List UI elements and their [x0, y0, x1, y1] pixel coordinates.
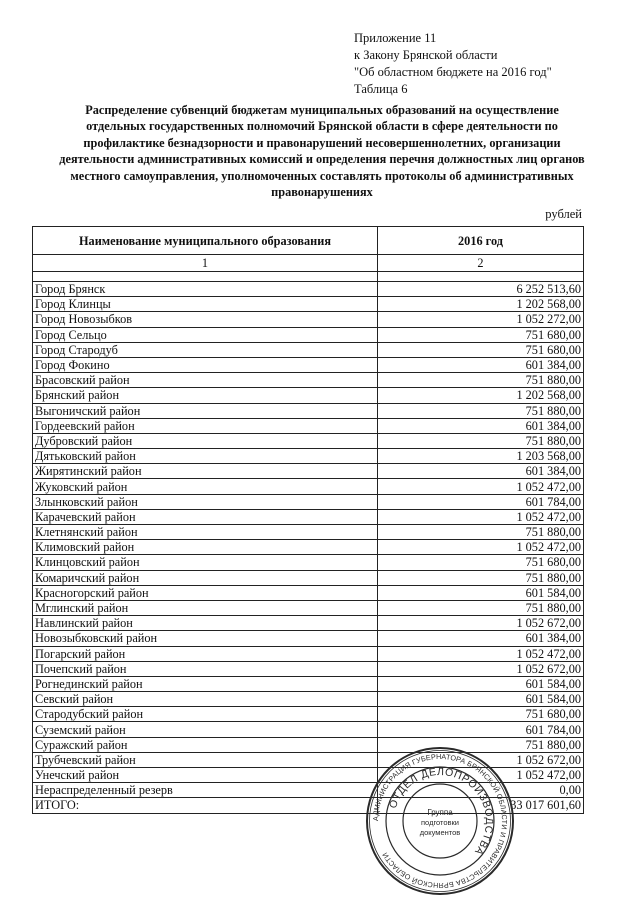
municipality-name: Жирятинский район	[33, 464, 378, 479]
municipality-name: Город Фокино	[33, 357, 378, 372]
table-row	[33, 570, 584, 585]
svg-text:АДМИНИСТРАЦИЯ ГУБЕРНАТОРА БРЯН: АДМИНИСТРАЦИЯ ГУБЕРНАТОРА БРЯНСКОЙ ОБЛАСТИ И ПРАВИТЕЛЬСТВА БРЯНСКОЙ ОБЛАСТИ	[370, 751, 510, 891]
municipality-name: Город Стародуб	[33, 342, 378, 357]
subvention-amount: 1 052 472,00	[378, 479, 584, 494]
municipality-name: Унечский район	[33, 768, 378, 783]
table-row	[33, 464, 584, 479]
subvention-amount: 1 202 568,00	[378, 388, 584, 403]
municipality-name: Погарский район	[33, 646, 378, 661]
subvention-amount: 751 880,00	[378, 433, 584, 448]
municipality-name: Трубчевский район	[33, 752, 378, 767]
table-row	[33, 616, 584, 631]
table-row	[33, 707, 584, 722]
municipality-name: Брасовский район	[33, 373, 378, 388]
subvention-amount: 751 880,00	[378, 600, 584, 615]
municipality-name: Жуковский район	[33, 479, 378, 494]
appendix-header	[354, 30, 552, 98]
municipality-name: Город Клинцы	[33, 297, 378, 312]
table-row	[33, 479, 584, 494]
municipality-name: Почепский район	[33, 661, 378, 676]
subvention-amount: 0,00	[378, 783, 584, 798]
subvention-amount: 1 052 472,00	[378, 768, 584, 783]
table-row	[33, 525, 584, 540]
municipality-name: Климовский район	[33, 540, 378, 555]
stamp-seal-graphic	[364, 745, 516, 897]
appendix-number: Приложение 11	[354, 31, 437, 45]
municipality-name: Гордеевский район	[33, 418, 378, 433]
municipality-name: Город Сельцо	[33, 327, 378, 342]
municipality-name: Выгоничский район	[33, 403, 378, 418]
header-year: 2016 год	[378, 227, 584, 255]
subvention-amount: 1 202 568,00	[378, 297, 584, 312]
subvention-amount: 1 052 472,00	[378, 540, 584, 555]
table-row	[33, 600, 584, 615]
subvention-amount: 601 584,00	[378, 676, 584, 691]
municipality-name: Красногорский район	[33, 585, 378, 600]
table-row	[33, 357, 584, 372]
table-row	[33, 676, 584, 691]
subvention-amount: 751 680,00	[378, 327, 584, 342]
table-row	[33, 403, 584, 418]
municipality-name: Карачевский район	[33, 509, 378, 524]
municipality-name: Клинцовский район	[33, 555, 378, 570]
column-number-2: 2	[378, 255, 584, 272]
municipality-name: Севский район	[33, 692, 378, 707]
table-row	[33, 646, 584, 661]
title-line: профилактике безнадзорности и правонарушений несовершеннолетних, организации	[83, 135, 561, 150]
table-header-row	[33, 227, 584, 255]
svg-text:документов: документов	[419, 828, 461, 837]
table-row	[33, 494, 584, 509]
table-row	[33, 555, 584, 570]
municipality-name: Нераспределенный резерв	[33, 783, 378, 798]
subvention-amount: 601 784,00	[378, 494, 584, 509]
subvention-amount: 1 052 472,00	[378, 509, 584, 524]
appendix-law: к Закону Брянской области	[354, 48, 498, 62]
header-name: Наименование муниципального образования	[33, 227, 378, 255]
subvention-table	[32, 226, 584, 814]
table-row	[33, 509, 584, 524]
subvention-amount: 601 584,00	[378, 585, 584, 600]
subvention-amount: 601 384,00	[378, 357, 584, 372]
subvention-amount: 751 680,00	[378, 555, 584, 570]
municipality-name: Суземский район	[33, 722, 378, 737]
subvention-amount: 751 880,00	[378, 373, 584, 388]
municipality-name: Брянский район	[33, 388, 378, 403]
municipality-name: Мглинский район	[33, 600, 378, 615]
appendix-law-title: "Об областном бюджете на 2016 год"	[354, 65, 552, 79]
subvention-amount: 6 252 513,60	[378, 282, 584, 297]
title-line: отдельных государственных полномочий Брянской области в сфере деятельности по	[86, 119, 558, 134]
municipality-name: Клетнянский район	[33, 525, 378, 540]
municipality-name: Дятьковский район	[33, 449, 378, 464]
table-row	[33, 449, 584, 464]
subvention-amount: 1 052 672,00	[378, 661, 584, 676]
subvention-amount: 601 384,00	[378, 464, 584, 479]
table-row	[33, 722, 584, 737]
table-number: Таблица 6	[354, 82, 408, 96]
table-row	[33, 540, 584, 555]
municipality-name: ИТОГО:	[33, 798, 378, 813]
subvention-amount: 601 584,00	[378, 692, 584, 707]
subvention-amount: 601 384,00	[378, 631, 584, 646]
municipality-name: Город Новозыбков	[33, 312, 378, 327]
municipality-name: Дубровский район	[33, 433, 378, 448]
subvention-amount: 751 880,00	[378, 403, 584, 418]
subvention-amount: 751 880,00	[378, 525, 584, 540]
table-row	[33, 661, 584, 676]
subvention-amount: 33 017 601,60	[378, 798, 584, 813]
subvention-amount: 1 203 568,00	[378, 449, 584, 464]
title-line: Распределение субвенций бюджетам муниципальных образований на осуществление	[85, 103, 559, 117]
subvention-amount: 601 784,00	[378, 722, 584, 737]
municipality-name: Навлинский район	[33, 616, 378, 631]
municipality-name: Новозыбковский район	[33, 631, 378, 646]
subvention-amount: 1 052 272,00	[378, 312, 584, 327]
column-number-row	[33, 255, 584, 272]
table-row	[33, 312, 584, 327]
table-row	[33, 282, 584, 297]
title-line: местного самоуправления, уполномоченных составлять протоколы об административных	[70, 168, 574, 183]
table-row	[33, 433, 584, 448]
subvention-amount: 751 680,00	[378, 342, 584, 357]
municipality-name: Город Брянск	[33, 282, 378, 297]
table-row	[33, 373, 584, 388]
spacer-row	[33, 272, 584, 282]
svg-text:Группа: Группа	[427, 808, 453, 817]
column-number-1: 1	[33, 255, 378, 272]
municipality-name: Стародубский район	[33, 707, 378, 722]
municipality-name: Комаричский район	[33, 570, 378, 585]
table-row	[33, 692, 584, 707]
table-row	[33, 327, 584, 342]
title-line: правонарушениях	[271, 185, 373, 200]
table-row	[33, 342, 584, 357]
office-stamp	[364, 745, 516, 897]
municipality-name: Рогнединский район	[33, 676, 378, 691]
svg-text:подготовки: подготовки	[421, 818, 459, 827]
title-line: деятельности административных комиссий и определения перечня должностных лиц органов	[59, 152, 585, 167]
subvention-amount: 751 880,00	[378, 737, 584, 752]
municipality-name: Злынковский район	[33, 494, 378, 509]
table-row	[33, 388, 584, 403]
table-row	[33, 585, 584, 600]
subvention-amount: 751 680,00	[378, 707, 584, 722]
subvention-amount: 601 384,00	[378, 418, 584, 433]
subvention-amount: 1 052 672,00	[378, 616, 584, 631]
document-title	[20, 102, 624, 200]
municipality-name: Суражский район	[33, 737, 378, 752]
table-row	[33, 297, 584, 312]
units-label: рублей	[545, 207, 582, 221]
table-row	[33, 631, 584, 646]
svg-text:ОТДЕЛ ДЕЛОПРОИЗВОДСТВА: ОТДЕЛ ДЕЛОПРОИЗВОДСТВА	[386, 765, 496, 858]
subvention-amount: 751 880,00	[378, 570, 584, 585]
table-row	[33, 418, 584, 433]
subvention-amount: 1 052 472,00	[378, 646, 584, 661]
subvention-amount: 1 052 672,00	[378, 752, 584, 767]
